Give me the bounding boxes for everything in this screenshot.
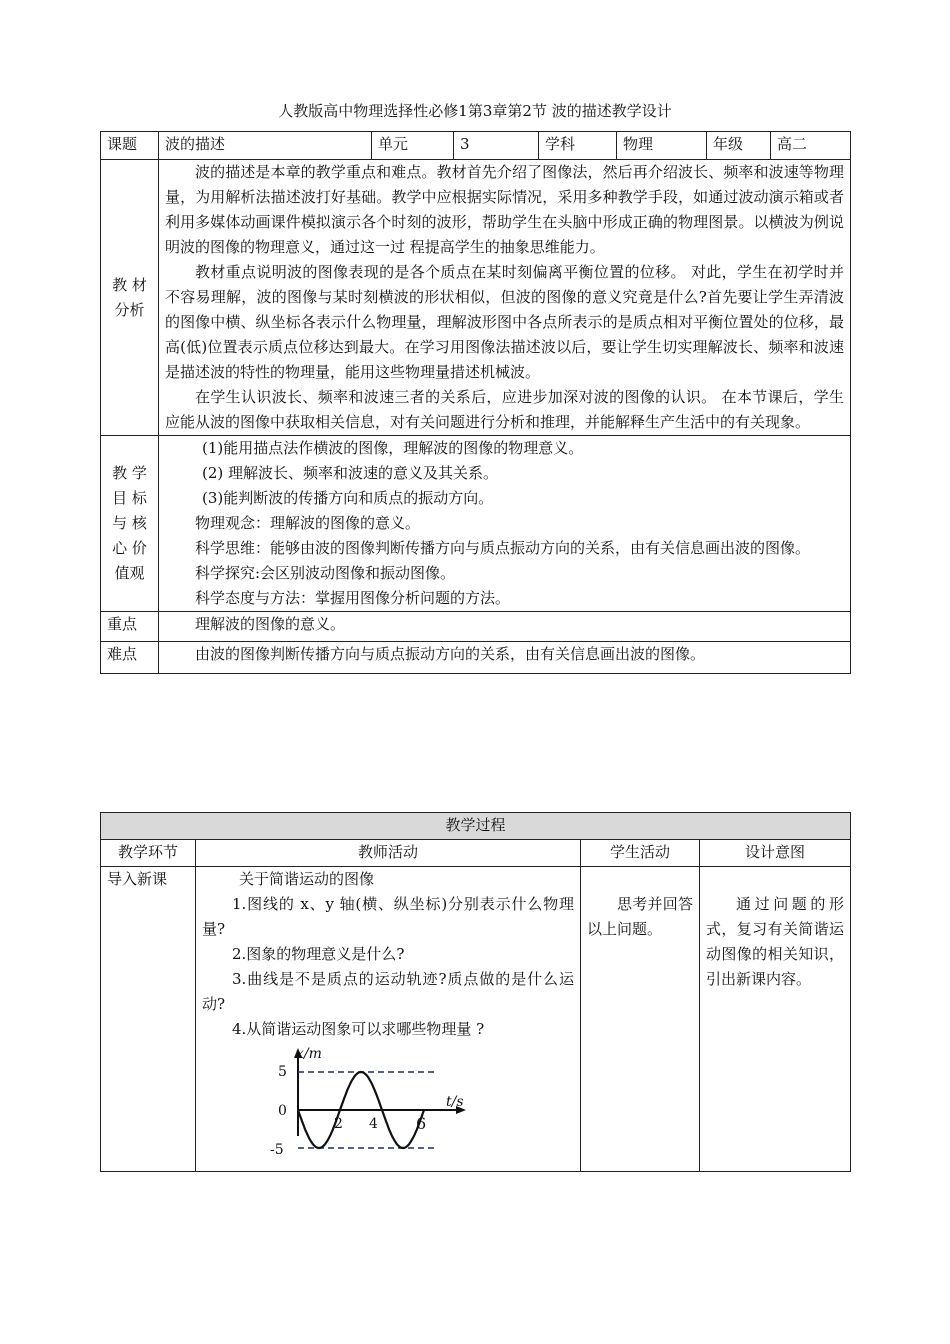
header-student: 学生活动 [581, 840, 700, 867]
y-axis-label: x/m [296, 1046, 322, 1062]
tick-y-5: 5 [278, 1064, 287, 1080]
difficulty-text: 由波的图像判断传播方向与质点振动方向的关系，由有关信息画出波的图像。 [195, 645, 706, 663]
tick-x-4: 4 [369, 1116, 378, 1132]
student-activity [581, 867, 700, 1172]
difficulty-content [159, 642, 851, 674]
shm-graph-svg [232, 1046, 472, 1166]
header-stage: 教学环节 [101, 840, 196, 867]
shm-graph [232, 1046, 472, 1166]
x-axis-label: t/s [446, 1094, 464, 1110]
analysis-paragraph: 在学生认识波长、频率和波速三者的关系后，应进步加深对波的图像的认识。 在本节课后，学生应能从波的图像中获取相关信息，对有关问题进行分析和推理，并能解释生产生活中的有关现象。 [165, 388, 844, 431]
intent-text: 通过问题的形式，复习有关简谐运动图像的相关知识，引出新课内容。 [706, 895, 845, 988]
design-intent [700, 867, 851, 1172]
objective-line: (2) 理解波长、频率和波速的意义及其关系。 [202, 464, 499, 482]
lesson-info-table [100, 131, 851, 674]
teacher-line: 1.图线的 x、y 轴(横、纵坐标)分别表示什么物理量? [202, 895, 574, 938]
key-point-label: 重点 [101, 612, 159, 642]
unit-label: 单元 [372, 132, 454, 160]
header-intent: 设计意图 [700, 840, 851, 867]
teacher-line: 2.图象的物理意义是什么? [232, 945, 405, 963]
grade-value: 高二 [771, 132, 851, 160]
tick-x-6: 6 [416, 1114, 427, 1133]
tick-x-2: 2 [334, 1116, 343, 1132]
grade-label: 年级 [707, 132, 771, 160]
objective-line: (1)能用描点法作横波的图像，理解波的图像的物理意义。 [202, 439, 584, 457]
analysis-label: 教 材 分析 [101, 160, 159, 436]
teacher-line: 关于简谐运动的图像 [239, 870, 375, 888]
student-text: 思考并回答以上问题。 [587, 895, 693, 938]
subject-label: 学科 [539, 132, 617, 160]
stage-cell: 导入新课 [101, 867, 196, 1172]
document-title: 人教版高中物理选择性必修1第3章第2节 波的描述教学设计 [278, 102, 672, 120]
objectives-content [159, 436, 851, 612]
topic-value: 波的描述 [159, 132, 372, 160]
process-title: 教学过程 [101, 813, 851, 840]
objective-line: 科学思维：能够由波的图像判断传播方向与质点振动方向的关系，由有关信息画出波的图像。 [195, 539, 811, 557]
teacher-line: 3.曲线是不是质点的运动轨迹?质点做的是什么运动? [202, 970, 574, 1013]
key-point-text: 理解波的图像的意义。 [195, 615, 346, 633]
objective-line: 科学探究:会区别波动图像和振动图像。 [195, 564, 456, 582]
analysis-paragraph: 教材重点说明波的图像表现的是各个质点在某时刻偏离平衡位置的位移。 对此，学生在初学时并不容易理解，波的图像与某时刻横波的形状相似，但波的图像的意义究竟是什么?首先要让学生弄清波的图像中横、纵坐标各表示什么物理量，理解波形图中各点所表示的是质点相对平衡位置处的位移，最高(低)位置表示质点位移达到最大。在学习用图像法描述波以后，要让学生切实理解波长、频率和波速是描述波的特性的物理量，能用这些物理量措述机械波。 [165, 263, 844, 381]
topic-label: 课题 [101, 132, 159, 160]
key-point-content [159, 612, 851, 642]
teacher-activity [196, 867, 581, 1172]
objective-line: (3)能判断波的传播方向和质点的振动方向。 [202, 489, 494, 507]
difficulty-label: 难点 [101, 642, 159, 674]
objective-line: 物理观念：理解波的图像的意义。 [195, 514, 421, 532]
analysis-paragraph: 波的描述是本章的教学重点和难点。教材首先介绍了图像法，然后再介绍波长、频率和波速等物理量，为用解析法描述波打好基础。教学中应根据实际情况，采用多种教学手段，如通过波动演示箱或者利用多媒体动画课件模拟演示各个时刻的波形，帮助学生在头脑中形成正确的物理图景。以横波为例说明波的图像的物理意义，通过这一过 程提高学生的抽象思维能力。 [165, 163, 844, 256]
objectives-label: 教 学 目 标 与 核 心 价 值观 [101, 436, 159, 612]
teacher-line: 4.从简谐运动图象可以求哪些物理量 ? [232, 1020, 485, 1038]
unit-value: 3 [454, 132, 539, 160]
subject-value: 物理 [617, 132, 707, 160]
tick-y-0: 0 [278, 1103, 287, 1119]
tick-y-neg5: -5 [270, 1142, 284, 1158]
analysis-content [159, 160, 851, 436]
teaching-process-table [100, 812, 851, 1172]
objective-line: 科学态度与方法：掌握用图像分析问题的方法。 [195, 589, 511, 607]
header-teacher: 教师活动 [196, 840, 581, 867]
